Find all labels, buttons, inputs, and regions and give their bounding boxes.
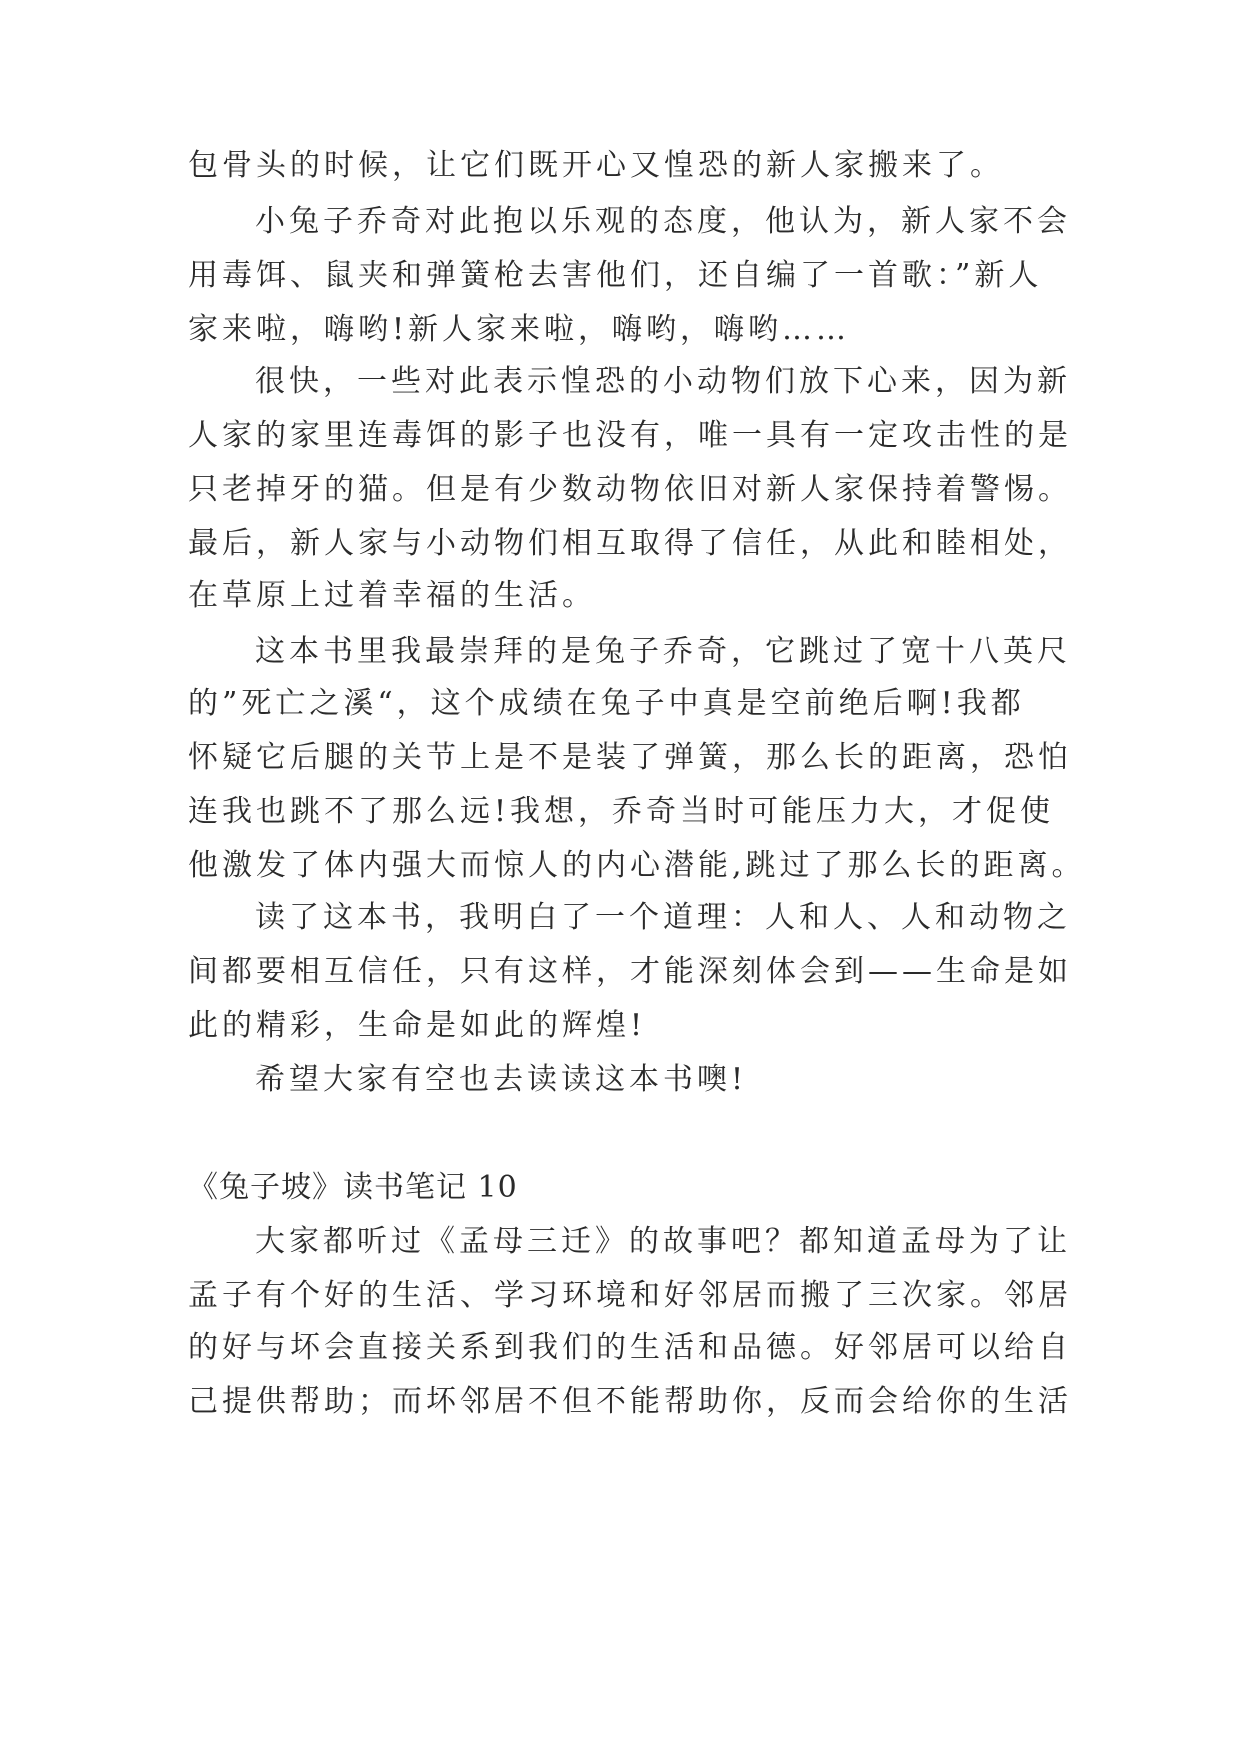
text-line: 在草原上过着幸福的生活。 xyxy=(188,578,596,613)
text-line: 怀疑它后腿的关节上是不是装了弹簧，那么长的距离，恐怕 xyxy=(188,740,1072,775)
text-line: 己提供帮助；而坏邻居不但不能帮助你，反而会给你的生活 xyxy=(188,1384,1072,1419)
text-line: 的”死亡之溪“，这个成绩在兔子中真是空前绝后啊!我都 xyxy=(188,686,1025,721)
text-line: 用毒饵、鼠夹和弹簧枪去害他们，还自编了一首歌：”新人 xyxy=(188,258,1043,293)
text-line: 间都要相互信任，只有这样，才能深刻体会到——生命是如 xyxy=(188,954,1072,989)
text-line: 小兔子乔奇对此抱以乐观的态度，他认为，新人家不会 xyxy=(255,204,1071,239)
text-line: 此的精彩，生命是如此的辉煌! xyxy=(188,1008,647,1043)
text-line: 的好与坏会直接关系到我们的生活和品德。好邻居可以给自 xyxy=(188,1330,1072,1365)
text-line: 希望大家有空也去读读这本书噢! xyxy=(255,1062,748,1097)
text-line: 只老掉牙的猫。但是有少数动物依旧对新人家保持着警惕。 xyxy=(188,472,1072,507)
text-line: 大家都听过《孟母三迁》的故事吧？都知道孟母为了让 xyxy=(255,1224,1071,1259)
text-line: 孟子有个好的生活、学习环境和好邻居而搬了三次家。邻居 xyxy=(188,1278,1072,1313)
text-line: 包骨头的时候，让它们既开心又惶恐的新人家搬来了。 xyxy=(188,148,1004,183)
text-line: 他激发了体内强大而惊人的内心潜能,跳过了那么长的距离。 xyxy=(188,848,1086,883)
section-heading: 《兔子坡》读书笔记 10 xyxy=(188,1170,518,1205)
text-line: 这本书里我最崇拜的是兔子乔奇，它跳过了宽十八英尺 xyxy=(255,634,1071,669)
text-line: 人家的家里连毒饵的影子也没有，唯一具有一定攻击性的是 xyxy=(188,418,1072,453)
text-line: 连我也跳不了那么远!我想，乔奇当时可能压力大，才促使 xyxy=(188,794,1055,829)
text-line: 最后，新人家与小动物们相互取得了信任，从此和睦相处， xyxy=(188,526,1072,561)
text-line: 读了这本书，我明白了一个道理：人和人、人和动物之 xyxy=(255,900,1071,935)
text-line: 很快，一些对此表示惶恐的小动物们放下心来，因为新 xyxy=(255,364,1071,399)
text-line: 家来啦，嗨哟!新人家来啦，嗨哟，嗨哟…… xyxy=(188,312,851,347)
